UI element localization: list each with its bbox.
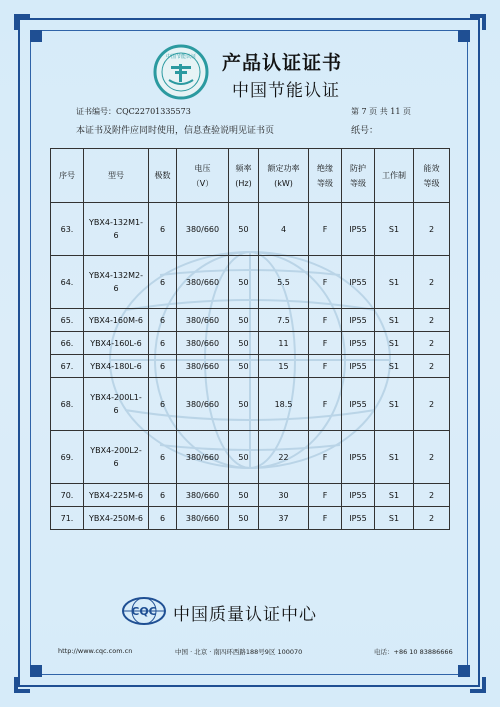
header-cell: 型号 [84, 149, 149, 203]
model-cell: YBX4-160L-6 [84, 332, 149, 355]
website-link[interactable]: http://www.cqc.com.cn [58, 647, 133, 655]
header-cell: 频率 (Hz) [229, 149, 259, 203]
model-cell: YBX4-180L-6 [84, 355, 149, 378]
certificate-title: 产品认证证书 [222, 52, 343, 74]
header-cell: 绝缘 等级 [309, 149, 342, 203]
insulation-cell: F [309, 431, 342, 484]
table-row [51, 332, 450, 355]
header-cell: 序号 [51, 149, 84, 203]
table-row [51, 378, 450, 431]
header-cell: 工作制 [375, 149, 414, 203]
voltage-cell: 380/660 [177, 507, 229, 530]
svg-text:CQC: CQC [131, 605, 157, 618]
efficiency-grade-cell: 2 [414, 507, 450, 530]
poles-cell: 6 [149, 309, 177, 332]
protection-cell: IP55 [342, 378, 375, 431]
duty-cell: S1 [375, 484, 414, 507]
protection-cell: IP55 [342, 484, 375, 507]
frequency-cell: 50 [229, 332, 259, 355]
protection-cell: IP55 [342, 203, 375, 256]
model-cell: YBX4-200L2- 6 [84, 431, 149, 484]
power-cell: 11 [259, 332, 309, 355]
table-header-row [51, 149, 450, 203]
header-cell: 防护 等级 [342, 149, 375, 203]
duty-cell: S1 [375, 378, 414, 431]
protection-cell: IP55 [342, 355, 375, 378]
paper-number-label: 纸号： [351, 126, 379, 136]
frame-ornament [14, 677, 18, 693]
efficiency-grade-cell: 2 [414, 355, 450, 378]
frequency-cell: 50 [229, 309, 259, 332]
poles-cell: 6 [149, 355, 177, 378]
model-cell: YBX4-225M-6 [84, 484, 149, 507]
table-row [51, 431, 450, 484]
organization-phone: 电话：+86 10 83886666 [374, 648, 453, 656]
frame-corner [458, 30, 470, 42]
model-cell: YBX4-160M-6 [84, 309, 149, 332]
voltage-cell: 380/660 [177, 431, 229, 484]
insulation-cell: F [309, 203, 342, 256]
efficiency-grade-cell: 2 [414, 431, 450, 484]
power-cell: 18.5 [259, 378, 309, 431]
poles-cell: 6 [149, 484, 177, 507]
voltage-cell: 380/660 [177, 332, 229, 355]
certificate-subtitle: 中国节能认证 [232, 81, 340, 101]
protection-cell: IP55 [342, 309, 375, 332]
frequency-cell: 50 [229, 431, 259, 484]
page-counter: 第 7 页 共 11 页 [351, 107, 411, 116]
row-number: 63. [51, 203, 84, 256]
model-cell: YBX4-250M-6 [84, 507, 149, 530]
frequency-cell: 50 [229, 378, 259, 431]
duty-cell: S1 [375, 332, 414, 355]
header-cell: 电压 （V） [177, 149, 229, 203]
voltage-cell: 380/660 [177, 256, 229, 309]
frequency-cell: 50 [229, 484, 259, 507]
row-number: 68. [51, 378, 84, 431]
voltage-cell: 380/660 [177, 309, 229, 332]
row-number: 67. [51, 355, 84, 378]
product-spec-table [50, 148, 450, 530]
efficiency-grade-cell: 2 [414, 203, 450, 256]
frame-ornament [14, 14, 18, 30]
protection-cell: IP55 [342, 507, 375, 530]
poles-cell: 6 [149, 507, 177, 530]
voltage-cell: 380/660 [177, 203, 229, 256]
protection-cell: IP55 [342, 256, 375, 309]
efficiency-grade-cell: 2 [414, 256, 450, 309]
poles-cell: 6 [149, 256, 177, 309]
voltage-cell: 380/660 [177, 355, 229, 378]
insulation-cell: F [309, 378, 342, 431]
duty-cell: S1 [375, 431, 414, 484]
efficiency-grade-cell: 2 [414, 309, 450, 332]
cqc-logo-icon [121, 596, 167, 626]
table-row [51, 484, 450, 507]
power-cell: 7.5 [259, 309, 309, 332]
voltage-cell: 380/660 [177, 484, 229, 507]
row-number: 66. [51, 332, 84, 355]
voltage-cell: 380/660 [177, 378, 229, 431]
insulation-cell: F [309, 256, 342, 309]
duty-cell: S1 [375, 355, 414, 378]
power-cell: 37 [259, 507, 309, 530]
table-row [51, 355, 450, 378]
duty-cell: S1 [375, 507, 414, 530]
row-number: 64. [51, 256, 84, 309]
poles-cell: 6 [149, 203, 177, 256]
frequency-cell: 50 [229, 355, 259, 378]
insulation-cell: F [309, 309, 342, 332]
insulation-cell: F [309, 507, 342, 530]
frequency-cell: 50 [229, 203, 259, 256]
poles-cell: 6 [149, 378, 177, 431]
efficiency-grade-cell: 2 [414, 378, 450, 431]
poles-cell: 6 [149, 332, 177, 355]
organization-address: 中国 · 北京 · 南四环西路188号9区 100070 [175, 648, 303, 656]
table-row [51, 309, 450, 332]
header-cell: 极数 [149, 149, 177, 203]
efficiency-grade-cell: 2 [414, 332, 450, 355]
power-cell: 22 [259, 431, 309, 484]
table-row [51, 256, 450, 309]
frame-corner [30, 30, 42, 42]
insulation-cell: F [309, 332, 342, 355]
poles-cell: 6 [149, 431, 177, 484]
energy-saving-logo-icon [153, 44, 209, 100]
row-number: 69. [51, 431, 84, 484]
row-number: 71. [51, 507, 84, 530]
power-cell: 30 [259, 484, 309, 507]
usage-notice: 本证书及附件应同时使用，信息查验说明见证书页 [76, 126, 275, 136]
efficiency-grade-cell: 2 [414, 484, 450, 507]
insulation-cell: F [309, 355, 342, 378]
frame-ornament [482, 677, 486, 693]
frequency-cell: 50 [229, 507, 259, 530]
duty-cell: S1 [375, 203, 414, 256]
power-cell: 4 [259, 203, 309, 256]
table-row [51, 507, 450, 530]
table-row [51, 203, 450, 256]
protection-cell: IP55 [342, 431, 375, 484]
header-cell: 能效 等级 [414, 149, 450, 203]
power-cell: 15 [259, 355, 309, 378]
row-number: 70. [51, 484, 84, 507]
frame-ornament [482, 14, 486, 30]
frequency-cell: 50 [229, 256, 259, 309]
model-cell: YBX4-200L1- 6 [84, 378, 149, 431]
protection-cell: IP55 [342, 332, 375, 355]
certificate-number: 证书编号：CQC22701335573 [76, 107, 191, 116]
row-number: 65. [51, 309, 84, 332]
duty-cell: S1 [375, 309, 414, 332]
power-cell: 5.5 [259, 256, 309, 309]
svg-text:中国节能认证: 中国节能认证 [165, 54, 197, 60]
header-cell: 额定功率 (kW) [259, 149, 309, 203]
model-cell: YBX4-132M1- 6 [84, 203, 149, 256]
insulation-cell: F [309, 484, 342, 507]
issuing-organization: 中国质量认证中心 [173, 605, 317, 625]
frame-corner [458, 665, 470, 677]
frame-corner [30, 665, 42, 677]
model-cell: YBX4-132M2- 6 [84, 256, 149, 309]
duty-cell: S1 [375, 256, 414, 309]
